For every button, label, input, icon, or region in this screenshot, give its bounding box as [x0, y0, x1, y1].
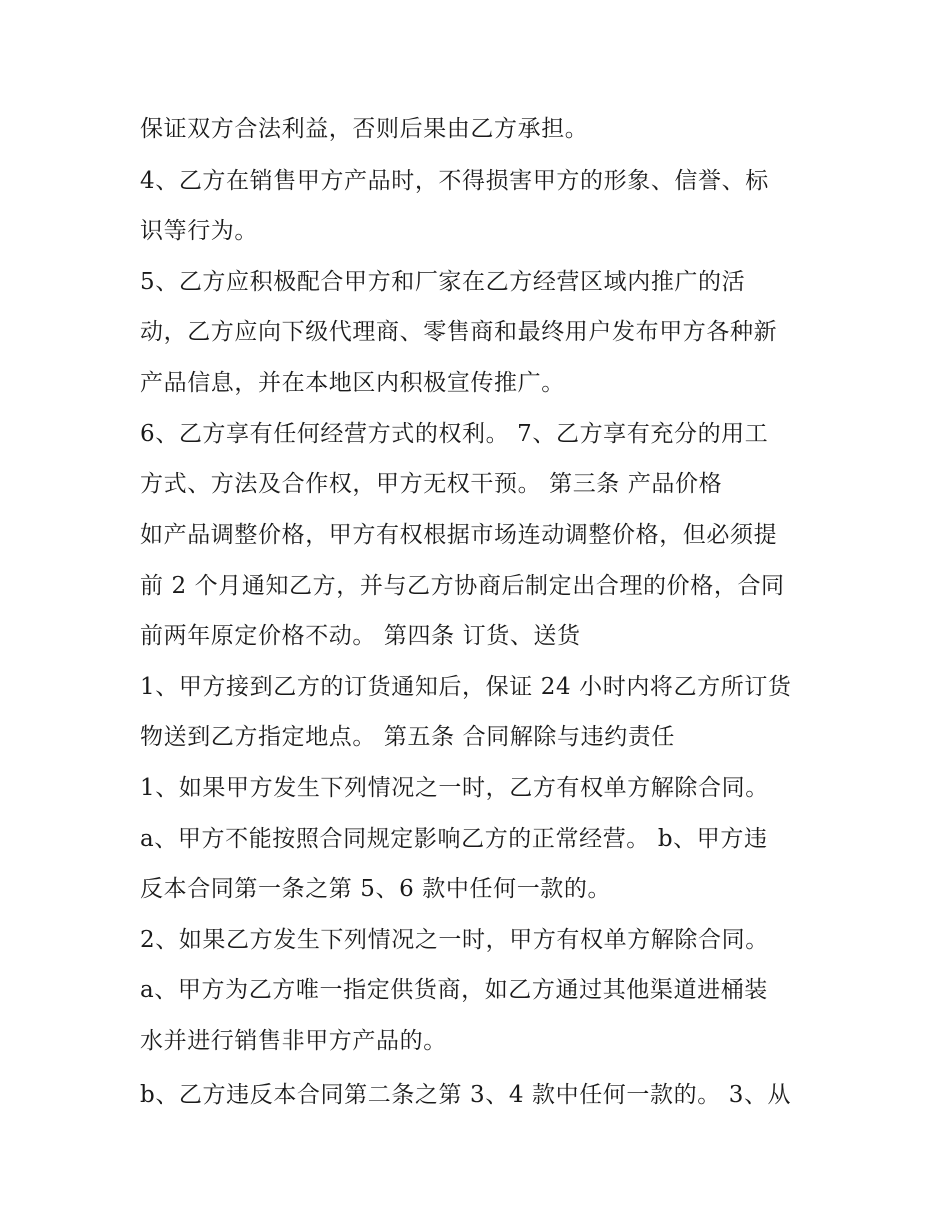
text-line: b、乙方违反本合同第二条之第 3、4 款中任何一款的。 3、从	[140, 1082, 792, 1108]
text-line: 方式、方法及合作权，甲方无权干预。 第三条 产品价格	[140, 471, 723, 497]
text-line: 6、乙方享有任何经营方式的权利。 7、乙方享有充分的用工	[140, 421, 769, 447]
text-line: 如产品调整价格，甲方有权根据市场连动调整价格，但必须提	[140, 522, 778, 548]
text-line: 产品信息，并在本地区内积极宣传推广。	[140, 370, 565, 396]
text-line: 保证双方合法利益，否则后果由乙方承担。	[140, 116, 589, 142]
text-line: 物送到乙方指定地点。 第五条 合同解除与违约责任	[140, 724, 676, 750]
text-line: a、甲方不能按照合同规定影响乙方的正常经营。 b、甲方违	[140, 826, 768, 852]
text-line: 反本合同第一条之第 5、6 款中任何一款的。	[140, 876, 612, 902]
text-line: 水并进行销售非甲方产品的。	[140, 1028, 447, 1054]
text-line: 1、如果甲方发生下列情况之一时，乙方有权单方解除合同。	[140, 775, 769, 801]
text-line: 5、乙方应积极配合甲方和厂家在乙方经营区域内推广的活	[140, 269, 746, 295]
text-line: 前 2 个月通知乙方，并与乙方协商后制定出合理的价格，合同	[140, 573, 785, 599]
text-line: 识等行为。	[140, 218, 258, 244]
text-line: 前两年原定价格不动。 第四条 订货、送货	[140, 623, 581, 649]
text-line: 2、如果乙方发生下列情况之一时，甲方有权单方解除合同。	[140, 927, 769, 953]
text-line: 动，乙方应向下级代理商、零售商和最终用户发布甲方各种新	[140, 319, 778, 345]
text-line: a、甲方为乙方唯一指定供货商，如乙方通过其他渠道进桶装	[140, 977, 768, 1003]
text-line: 1、甲方接到乙方的订货通知后，保证 24 小时内将乙方所订货	[140, 674, 792, 700]
text-line: 4、乙方在销售甲方产品时，不得损害甲方的形象、信誉、标	[140, 168, 769, 194]
